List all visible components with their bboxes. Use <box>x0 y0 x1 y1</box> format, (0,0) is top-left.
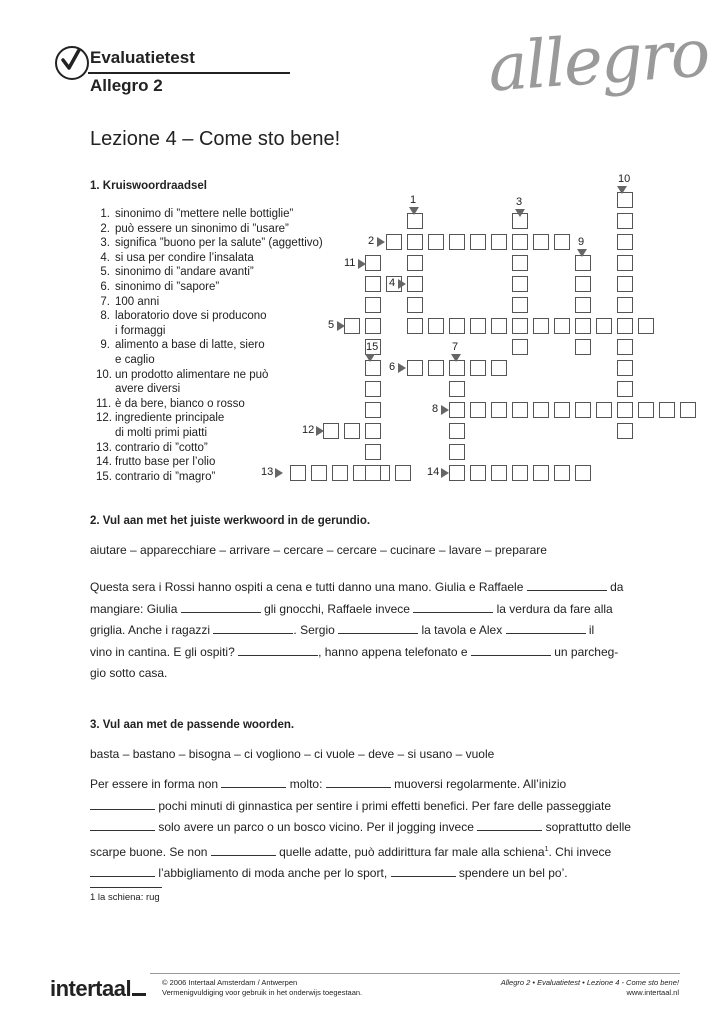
answer-blank[interactable] <box>211 854 276 856</box>
crossword-cell[interactable] <box>491 318 507 334</box>
crossword-cell[interactable] <box>407 318 423 334</box>
footer-divider <box>150 973 680 974</box>
allegro-logo: allegro <box>485 14 711 107</box>
crossword-cell[interactable] <box>323 423 339 439</box>
crossword-cell[interactable] <box>365 402 381 418</box>
crossword-cell[interactable] <box>365 276 381 292</box>
crossword-cell[interactable] <box>596 318 612 334</box>
clue-item: 10. un prodotto alimentare ne può <box>96 368 269 381</box>
clue-item-cont: di molti primi piatti <box>115 426 208 439</box>
crossword-cell[interactable] <box>470 402 486 418</box>
arrow-right-icon <box>398 279 406 289</box>
crossword-cell[interactable] <box>407 213 423 229</box>
logo-bar <box>132 993 146 996</box>
answer-blank[interactable] <box>90 875 155 877</box>
clue-item-cont: e caglio <box>115 353 155 366</box>
crossword-cell[interactable] <box>428 234 444 250</box>
intertaal-logo: intertaal <box>50 976 132 1001</box>
grid-number-6: 6 <box>389 361 396 373</box>
answer-blank[interactable] <box>477 829 542 831</box>
section3-word-bank: basta – bastano – bisogna – ci vogliono – ci vuole – deve – si usano – vuole <box>90 747 495 761</box>
crossword-cell[interactable] <box>491 402 507 418</box>
clue-item: 13. contrario di ”cotto” <box>96 441 208 454</box>
checkmark-icon <box>55 46 89 80</box>
clue-list <box>96 207 331 484</box>
clue-item: 3. significa ”buono per la salute” (aggettivo) <box>100 237 323 250</box>
clue-item: 12. ingrediente principale <box>96 412 225 425</box>
crossword-cell[interactable] <box>638 318 654 334</box>
crossword-cell[interactable] <box>386 234 402 250</box>
footer-right <box>501 978 679 998</box>
answer-blank[interactable] <box>90 808 155 810</box>
crossword-cell[interactable] <box>491 465 507 481</box>
crossword-cell[interactable] <box>365 255 381 271</box>
crossword-cell[interactable] <box>554 465 570 481</box>
clue-item-cont: i formaggi <box>115 324 166 337</box>
section1-title: 1. Kruiswoordraadsel <box>90 180 207 192</box>
crossword-cell[interactable] <box>617 213 633 229</box>
crossword-cell[interactable] <box>365 297 381 313</box>
arrow-down-icon <box>409 207 419 215</box>
crossword-cell[interactable] <box>449 465 465 481</box>
grid-number-10: 10 <box>618 173 631 185</box>
lesson-title: Lezione 4 – Come sto bene! <box>90 128 341 150</box>
crossword-cell[interactable] <box>365 444 381 460</box>
crossword-cell[interactable] <box>575 276 591 292</box>
crossword-cell[interactable] <box>617 192 633 208</box>
clue-item: 6. sinonimo di ”sapore” <box>100 280 220 293</box>
arrow-right-icon <box>337 321 345 331</box>
crossword-cell[interactable] <box>449 381 465 397</box>
grid-number-5: 5 <box>328 319 335 331</box>
crossword-cell[interactable] <box>617 381 633 397</box>
crossword-cell[interactable] <box>596 402 612 418</box>
clue-item: 2. può essere un sinonimo di ”usare” <box>100 222 289 235</box>
crossword-cell[interactable] <box>512 318 528 334</box>
answer-blank[interactable] <box>338 632 418 634</box>
crossword-cell[interactable] <box>533 465 549 481</box>
crossword-cell[interactable] <box>512 234 528 250</box>
crossword-cell[interactable] <box>407 297 423 313</box>
answer-blank[interactable] <box>213 632 293 634</box>
crossword-cell[interactable] <box>575 255 591 271</box>
footnote-divider <box>90 887 162 888</box>
crossword-cell[interactable] <box>449 444 465 460</box>
test-title: Evaluatietest <box>90 48 195 67</box>
clue-item: 9. alimento a base di latte, siero <box>100 339 265 352</box>
crossword-cell[interactable] <box>575 297 591 313</box>
crossword-cell[interactable] <box>617 402 633 418</box>
crossword-cell[interactable] <box>449 423 465 439</box>
crossword-cell[interactable] <box>575 402 591 418</box>
grid-number-3: 3 <box>516 196 523 208</box>
copyright: © 2006 Intertaal Amsterdam / Antwerpen <box>162 978 298 987</box>
crossword-cell[interactable] <box>449 234 465 250</box>
grid-number-2: 2 <box>368 235 375 247</box>
clue-item: 7. 100 anni <box>100 295 160 308</box>
crossword-cell[interactable] <box>617 318 633 334</box>
grid-number-9: 9 <box>578 236 585 248</box>
clue-item: 4. si usa per condire l’insalata <box>100 251 254 264</box>
crossword-cell[interactable] <box>554 234 570 250</box>
footer-url: www.intertaal.nl <box>626 988 679 997</box>
clue-item: 15. contrario di ”magro” <box>96 470 216 483</box>
crossword-cell[interactable] <box>533 318 549 334</box>
answer-blank[interactable] <box>238 654 318 656</box>
crossword-cell[interactable] <box>575 318 591 334</box>
header-divider <box>88 72 290 74</box>
crossword-cell[interactable] <box>428 360 444 376</box>
crossword-cell[interactable] <box>533 234 549 250</box>
rights-notice: Vermenigvuldiging voor gebruik in het onderwijs toegestaan. <box>162 988 363 997</box>
crossword-cell[interactable] <box>554 318 570 334</box>
answer-blank[interactable] <box>221 786 286 788</box>
crossword-cell[interactable] <box>407 255 423 271</box>
crossword-cell[interactable] <box>491 234 507 250</box>
clue-item: 1. sinonimo di ”mettere nelle bottiglie” <box>100 208 294 220</box>
grid-number-15: 15 <box>366 341 379 353</box>
grid-number-8: 8 <box>432 403 439 415</box>
crossword-cell[interactable] <box>659 402 675 418</box>
arrow-right-icon <box>441 405 449 415</box>
footer-reference: Allegro 2 • Evaluatietest • Lezione 4 - Come sto bene! <box>500 978 679 987</box>
crossword-cell[interactable] <box>311 465 327 481</box>
grid-number-13: 13 <box>261 466 274 478</box>
clue-item: 11. è da bere, bianco o rosso <box>96 397 245 410</box>
crossword-cell[interactable] <box>428 318 444 334</box>
crossword-cell[interactable] <box>533 402 549 418</box>
arrow-down-icon <box>577 249 587 257</box>
crossword-cell[interactable] <box>470 318 486 334</box>
crossword-cell[interactable] <box>470 465 486 481</box>
crossword-cell[interactable] <box>617 255 633 271</box>
answer-blank[interactable] <box>413 611 493 613</box>
crossword-cell[interactable] <box>617 423 633 439</box>
arrow-down-icon <box>515 209 525 217</box>
arrow-right-icon <box>398 363 406 373</box>
arrow-right-icon <box>358 259 366 269</box>
crossword-cell[interactable] <box>332 465 348 481</box>
crossword-cell[interactable] <box>344 318 360 334</box>
crossword-cell[interactable] <box>395 465 411 481</box>
section2-text: Questa sera i Rossi hanno ospiti a cena e tutti danno una mano. Giulia e Raffaele da mangiare: Giulia gli gnocchi, Raffaele invece la verdura da fare alla griglia. Anche i ragazzi . Sergio la tavola e Alex il vino in cantina. E gli ospiti? , hanno appena telefonato e un parcheg- gio sotto casa. <box>90 580 624 680</box>
crossword-cell[interactable] <box>449 402 465 418</box>
section2-word-bank: aiutare – apparecchiare – arrivare – cercare – cercare – cucinare – lavare – preparare <box>90 543 547 557</box>
answer-blank[interactable] <box>326 786 391 788</box>
crossword-cell[interactable] <box>617 297 633 313</box>
crossword-cell[interactable] <box>449 318 465 334</box>
crossword-cell[interactable] <box>407 276 423 292</box>
crossword-cell[interactable] <box>512 402 528 418</box>
crossword-cell[interactable] <box>470 360 486 376</box>
crossword-cell[interactable] <box>365 465 381 481</box>
crossword-cell[interactable] <box>491 360 507 376</box>
crossword-cell[interactable] <box>638 402 654 418</box>
crossword-cell[interactable] <box>449 360 465 376</box>
crossword-cell[interactable] <box>575 465 591 481</box>
crossword-cell[interactable] <box>575 339 591 355</box>
grid-number-7: 7 <box>452 341 459 353</box>
test-subtitle: Allegro 2 <box>90 76 163 95</box>
crossword-cell[interactable] <box>617 276 633 292</box>
crossword-cell[interactable] <box>407 360 423 376</box>
grid-number-12: 12 <box>302 424 315 436</box>
section3-title: 3. Vul aan met de passende woorden. <box>90 719 295 731</box>
answer-blank[interactable] <box>181 611 261 613</box>
crossword-cell[interactable] <box>680 402 696 418</box>
clue-item-cont: avere diversi <box>115 383 181 396</box>
crossword-cell[interactable] <box>512 255 528 271</box>
crossword-cell[interactable] <box>365 423 381 439</box>
clue-item: 14. frutto base per l’olio <box>96 456 216 469</box>
footnote: 1 la schiena: rug <box>90 892 160 903</box>
crossword-cell[interactable] <box>617 339 633 355</box>
grid-number-11: 11 <box>344 257 356 269</box>
answer-blank[interactable] <box>471 654 551 656</box>
crossword-cell[interactable] <box>365 360 381 376</box>
grid-number-4: 4 <box>389 277 396 289</box>
crossword-cell[interactable] <box>617 360 633 376</box>
crossword-cell[interactable] <box>344 423 360 439</box>
section3-text: Per essere in forma non molto: muoversi regolarmente. All’inizio pochi minuti di ginnastica per sentire i primi effetti benefici. Per fare delle passeggiate solo avere un parco o un bosco vicino. Per il jogging invece soprattutto delle scarpe buone. Se non quelle adatte, può addirittura far male alla schiena$^1$. Chi invece l’abbigliamento di moda anche per lo sport, spendere un bel po’. <box>90 777 631 880</box>
arrow-down-icon <box>617 186 627 194</box>
footer-left <box>162 978 362 998</box>
answer-blank[interactable] <box>506 632 586 634</box>
crossword-cell[interactable] <box>365 318 381 334</box>
section2-title: 2. Vul aan met het juiste werkwoord in de gerundio. <box>90 515 371 527</box>
crossword-cell[interactable] <box>290 465 306 481</box>
crossword-cell[interactable] <box>407 234 423 250</box>
arrow-right-icon <box>316 426 324 436</box>
crossword-cell[interactable] <box>617 234 633 250</box>
grid-number-14: 14 <box>427 466 440 478</box>
crossword-cell[interactable] <box>512 339 528 355</box>
crossword-cell[interactable] <box>470 234 486 250</box>
arrow-right-icon <box>275 468 283 478</box>
clue-item: 5. sinonimo di ”andare avanti” <box>100 266 254 279</box>
crossword-cell[interactable] <box>512 276 528 292</box>
arrow-down-icon <box>451 354 461 362</box>
crossword-cell[interactable] <box>512 297 528 313</box>
clue-item: 8. laboratorio dove si producono <box>100 310 267 323</box>
arrow-down-icon <box>365 354 375 362</box>
arrow-right-icon <box>441 468 449 478</box>
answer-blank[interactable] <box>391 875 456 877</box>
answer-blank[interactable] <box>90 829 155 831</box>
grid-number-1: 1 <box>410 194 417 206</box>
answer-blank[interactable] <box>527 589 607 591</box>
crossword-cell[interactable] <box>365 381 381 397</box>
crossword-cell[interactable] <box>554 402 570 418</box>
arrow-right-icon <box>377 237 385 247</box>
crossword-cell[interactable] <box>512 465 528 481</box>
